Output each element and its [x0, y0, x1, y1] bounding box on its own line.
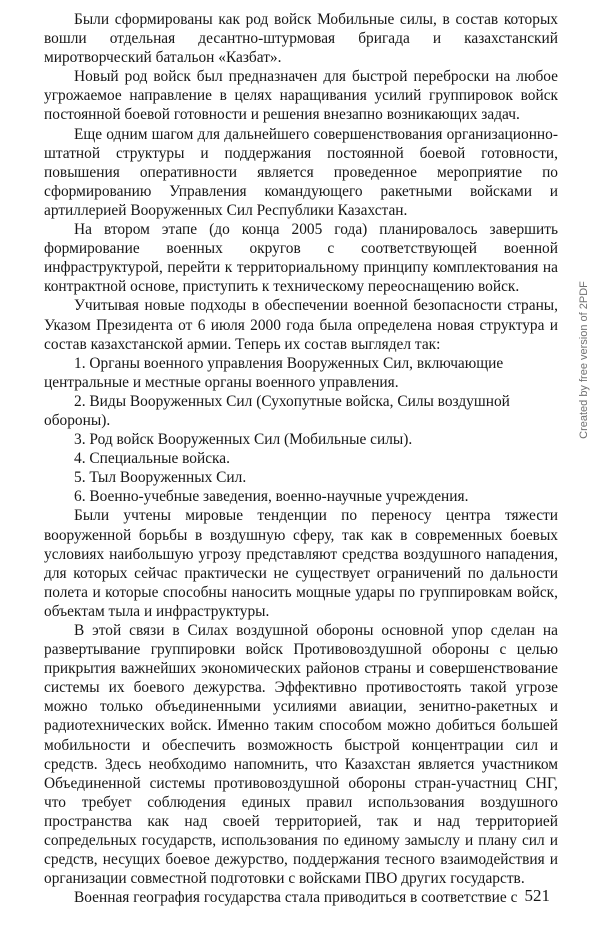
- watermark: Created by free version of 2PDF: [578, 281, 590, 439]
- list-item: 6. Военно-учебные заведения, военно-научные учреждения.: [74, 488, 469, 506]
- paragraph-second-stage: На втором этапе (до конца 2005 года) планировалось завершить формирование военных округов с соответствующей военной инфраструктурой, перейти к территориальному принципу комплектования на контрактной основе, приступить к техническому переоснащению войск.: [44, 221, 558, 296]
- list-item: 1. Органы военного управления Вооруженных Сил, включающие центральные и местные органы военного управления.: [44, 354, 504, 391]
- paragraph-mobile-forces: Были сформированы как род войск Мобильные силы, в состав которых вошли отдельная десантно-штурмовая бригада и казахстанский миротворческий батальон «Казбат».: [44, 11, 558, 67]
- paragraph-air-defense: В этой связи в Силах воздушной обороны основной упор сделан на развертывание группировки войск Противовоздушной обороны с целью прикрытия важнейших экономических районов страны и совершенствование системы их боевого дежурства. Эффективно противостоять такой угрозе можно только объединенными усилиями авиации, зенитно-ракетных и радиотехнических войск. Именно таким способом можно добиться большей мобильности и обеспечить возможность быстрой концентрации сил и средств. Здесь необходимо напомнить, что Казахстан является участником Объединенной системы противовоздушной обороны стран-участниц СНГ, что требует соблюдения единых правил использования воздушного пространства как над своей территорией, так и над территорией сопредельных государств, использования по единому замыслу и плану сил и средств, несущих боевое дежурство, поддержания тесного взаимодействия и организации совместной подготовки с войсками ПВО других государств.: [44, 622, 558, 888]
- page-number: 521: [524, 886, 550, 905]
- list-item: 5. Тыл Вооруженных Сил.: [74, 469, 247, 487]
- list-item: 2. Виды Вооруженных Сил (Сухопутные войска, Силы воздушной обороны).: [44, 392, 510, 429]
- paragraph-military-geography: Военная география государства стала приводиться в соответствие с: [74, 889, 518, 907]
- paragraph-new-branch: Новый род войск был предназначен для быстрой переброски на любое угрожаемое направление в целях наращивания усилий группировок войск постоянной боевой готовности и решения внезапно возникающих задач.: [44, 68, 558, 124]
- page-body: [44, 10, 558, 907]
- list-item: 3. Род войск Вооруженных Сил (Мобильные силы).: [74, 431, 413, 449]
- paragraph-air-threat: Были учтены мировые тенденции по переносу центра тяжести вооруженной борьбы в воздушную сферу, так как в современных боевых условиях наибольшую угрозу представляют средства воздушного нападения, для которых сейчас практически не существует ограничений по дальности полета и которые способны наносить мощные удары по группировкам войск, объектам тыла и инфраструктуры.: [44, 507, 558, 620]
- list-item: 4. Специальные войска.: [74, 450, 230, 468]
- paragraph-rocket-artillery: Еще одним шагом для дальнейшего совершенствования организационно-штатной структуры и поддержания постоянной боевой готовности, повышения оперативности является проведенное мероприятие по сформированию Управления командующего ракетными войсками и артиллерией Вооруженных Сил Республики Казахстан.: [44, 125, 558, 219]
- paragraph-new-structure: Учитывая новые подходы в обеспечении военной безопасности страны, Указом Президента от 6 июля 2000 года была определена новая структура и состав казахстанской армии. Теперь их состав выглядел так:: [44, 297, 558, 353]
